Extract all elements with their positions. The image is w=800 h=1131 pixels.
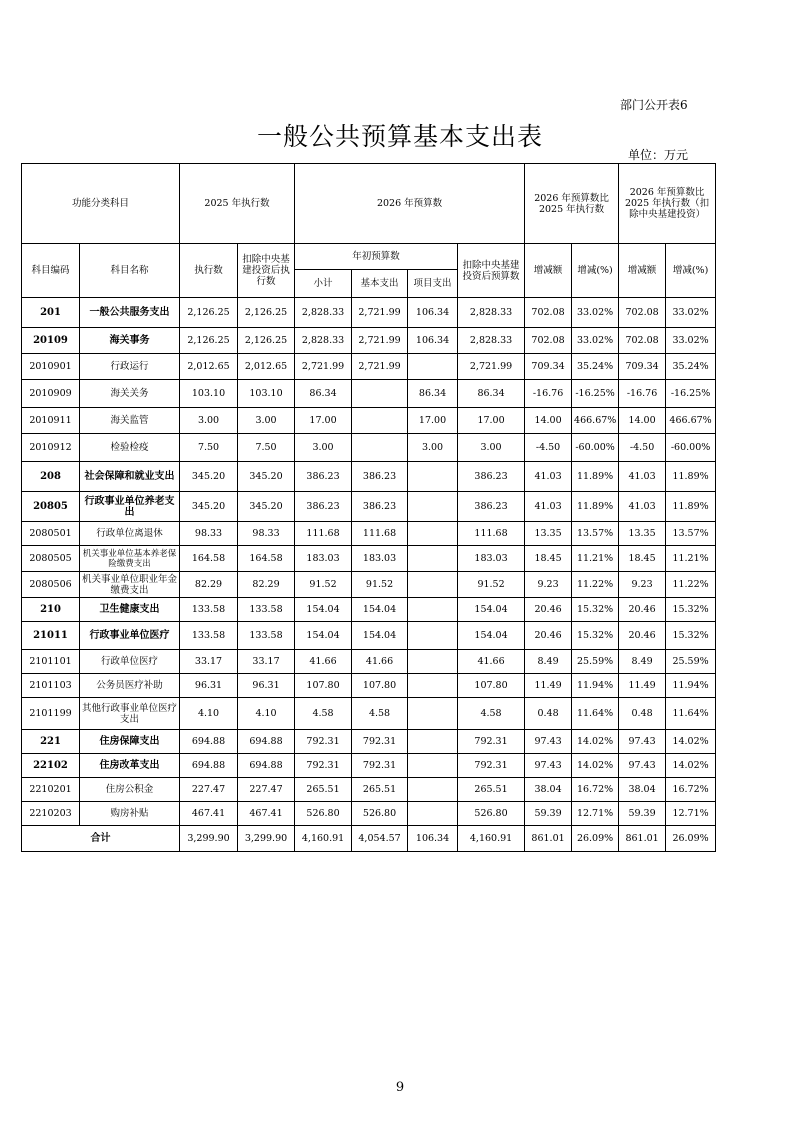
table-row <box>22 328 716 354</box>
cell-exec: 98.33 <box>180 522 238 546</box>
total-budget-excl: 4,160.91 <box>458 826 525 852</box>
cell-pct2: 11.22% <box>666 572 716 598</box>
cell-code: 210 <box>22 598 80 622</box>
cell-pct2: 35.24% <box>666 354 716 380</box>
cell-project <box>408 546 458 572</box>
cell-pct2: -60.00% <box>666 434 716 462</box>
cell-amt2: 14.00 <box>619 408 666 434</box>
header-change-pct: 增减(%) <box>572 244 619 298</box>
cell-amt: 97.43 <box>525 754 572 778</box>
cell-code: 21011 <box>22 622 80 650</box>
cell-code: 2210201 <box>22 778 80 802</box>
cell-amt: 41.03 <box>525 492 572 522</box>
cell-subtotal: 91.52 <box>295 572 352 598</box>
cell-pct: 11.22% <box>572 572 619 598</box>
total-exec-excl: 3,299.90 <box>238 826 295 852</box>
cell-basic: 111.68 <box>352 522 408 546</box>
cell-name: 海关监管 <box>80 408 180 434</box>
cell-exec: 2,012.65 <box>180 354 238 380</box>
cell-amt: 9.23 <box>525 572 572 598</box>
cell-pct: 11.94% <box>572 674 619 698</box>
cell-project <box>408 674 458 698</box>
cell-amt: 20.46 <box>525 598 572 622</box>
total-amt: 861.01 <box>525 826 572 852</box>
cell-code: 20109 <box>22 328 80 354</box>
cell-pct2: 33.02% <box>666 328 716 354</box>
cell-pct2: 12.71% <box>666 802 716 826</box>
cell-pct2: 11.89% <box>666 492 716 522</box>
cell-subtotal: 107.80 <box>295 674 352 698</box>
cell-amt: 59.39 <box>525 802 572 826</box>
cell-pct2: -16.25% <box>666 380 716 408</box>
cell-budget-excl: 107.80 <box>458 674 525 698</box>
cell-subtotal: 111.68 <box>295 522 352 546</box>
cell-code: 2010912 <box>22 434 80 462</box>
cell-name: 行政单位医疗 <box>80 650 180 674</box>
cell-subtotal: 86.34 <box>295 380 352 408</box>
cell-amt2: 20.46 <box>619 598 666 622</box>
cell-budget-excl: 17.00 <box>458 408 525 434</box>
cell-exec-excl: 2,126.25 <box>238 298 295 328</box>
cell-amt2: 20.46 <box>619 622 666 650</box>
cell-budget-excl: 792.31 <box>458 730 525 754</box>
cell-exec-excl: 345.20 <box>238 462 295 492</box>
cell-name: 行政单位离退休 <box>80 522 180 546</box>
cell-name: 住房改革支出 <box>80 754 180 778</box>
cell-amt2: 9.23 <box>619 572 666 598</box>
header-compare-excl: 2026 年预算数比 2025 年执行数（扣除中央基建投资） <box>619 164 716 244</box>
header-initial: 年初预算数 <box>295 244 458 270</box>
cell-name: 机关事业单位职业年金缴费支出 <box>80 572 180 598</box>
cell-exec-excl: 4.10 <box>238 698 295 730</box>
cell-pct2: 14.02% <box>666 754 716 778</box>
cell-amt: -4.50 <box>525 434 572 462</box>
cell-amt2: 97.43 <box>619 730 666 754</box>
cell-project <box>408 492 458 522</box>
cell-pct: 12.71% <box>572 802 619 826</box>
header-code: 科目编码 <box>22 244 80 298</box>
cell-subtotal: 265.51 <box>295 778 352 802</box>
cell-code: 2080501 <box>22 522 80 546</box>
cell-project <box>408 778 458 802</box>
cell-name: 住房公积金 <box>80 778 180 802</box>
cell-project <box>408 802 458 826</box>
cell-code: 2101199 <box>22 698 80 730</box>
cell-subtotal: 3.00 <box>295 434 352 462</box>
cell-pct: 466.67% <box>572 408 619 434</box>
cell-exec: 133.58 <box>180 622 238 650</box>
cell-budget-excl: 183.03 <box>458 546 525 572</box>
cell-budget-excl: 526.80 <box>458 802 525 826</box>
cell-exec-excl: 82.29 <box>238 572 295 598</box>
header-row-1 <box>22 164 716 244</box>
total-amt2: 861.01 <box>619 826 666 852</box>
cell-name: 海关关务 <box>80 380 180 408</box>
cell-name: 住房保障支出 <box>80 730 180 754</box>
page-number: 9 <box>395 1080 405 1095</box>
page-title: 一般公共预算基本支出表 <box>256 122 543 151</box>
cell-budget-excl: 2,828.33 <box>458 328 525 354</box>
cell-basic <box>352 434 408 462</box>
cell-name: 检验检疫 <box>80 434 180 462</box>
cell-pct: 11.89% <box>572 462 619 492</box>
table-row <box>22 546 716 572</box>
cell-exec-excl: 33.17 <box>238 650 295 674</box>
cell-pct: 15.32% <box>572 622 619 650</box>
cell-project <box>408 754 458 778</box>
cell-amt2: 18.45 <box>619 546 666 572</box>
total-subtotal: 4,160.91 <box>295 826 352 852</box>
header-exec: 执行数 <box>180 244 238 298</box>
cell-pct2: 16.72% <box>666 778 716 802</box>
cell-amt: 18.45 <box>525 546 572 572</box>
cell-subtotal: 386.23 <box>295 462 352 492</box>
cell-name: 卫生健康支出 <box>80 598 180 622</box>
cell-exec-excl: 2,012.65 <box>238 354 295 380</box>
cell-budget-excl: 154.04 <box>458 598 525 622</box>
cell-name: 海关事务 <box>80 328 180 354</box>
total-pct: 26.09% <box>572 826 619 852</box>
cell-exec: 2,126.25 <box>180 328 238 354</box>
cell-subtotal: 792.31 <box>295 730 352 754</box>
cell-subtotal: 17.00 <box>295 408 352 434</box>
cell-basic: 4.58 <box>352 698 408 730</box>
cell-amt: 702.08 <box>525 298 572 328</box>
cell-amt2: 41.03 <box>619 462 666 492</box>
total-row <box>22 826 716 852</box>
header-row-2 <box>22 244 716 270</box>
cell-budget-excl: 91.52 <box>458 572 525 598</box>
cell-pct: 15.32% <box>572 598 619 622</box>
cell-basic: 2,721.99 <box>352 328 408 354</box>
total-exec: 3,299.90 <box>180 826 238 852</box>
cell-project <box>408 650 458 674</box>
cell-budget-excl: 4.58 <box>458 698 525 730</box>
cell-exec-excl: 164.58 <box>238 546 295 572</box>
cell-pct: -60.00% <box>572 434 619 462</box>
cell-pct: 35.24% <box>572 354 619 380</box>
cell-exec-excl: 133.58 <box>238 622 295 650</box>
table-row <box>22 380 716 408</box>
cell-basic <box>352 380 408 408</box>
cell-exec-excl: 133.58 <box>238 598 295 622</box>
cell-name: 社会保障和就业支出 <box>80 462 180 492</box>
cell-project <box>408 730 458 754</box>
total-label: 合计 <box>22 826 180 852</box>
table-row <box>22 802 716 826</box>
cell-exec: 103.10 <box>180 380 238 408</box>
cell-budget-excl: 111.68 <box>458 522 525 546</box>
cell-basic <box>352 408 408 434</box>
cell-pct: 14.02% <box>572 730 619 754</box>
cell-exec: 3.00 <box>180 408 238 434</box>
cell-amt2: 38.04 <box>619 778 666 802</box>
cell-pct: 16.72% <box>572 778 619 802</box>
cell-exec: 694.88 <box>180 730 238 754</box>
cell-budget-excl: 2,721.99 <box>458 354 525 380</box>
cell-name: 公务员医疗补助 <box>80 674 180 698</box>
cell-basic: 2,721.99 <box>352 354 408 380</box>
cell-name: 一般公共服务支出 <box>80 298 180 328</box>
cell-exec-excl: 96.31 <box>238 674 295 698</box>
cell-pct: 33.02% <box>572 298 619 328</box>
cell-pct2: 25.59% <box>666 650 716 674</box>
cell-basic: 792.31 <box>352 754 408 778</box>
cell-amt: 8.49 <box>525 650 572 674</box>
cell-exec-excl: 694.88 <box>238 730 295 754</box>
cell-amt2: 11.49 <box>619 674 666 698</box>
cell-exec-excl: 345.20 <box>238 492 295 522</box>
cell-code: 2101103 <box>22 674 80 698</box>
header-name: 科目名称 <box>80 244 180 298</box>
cell-pct2: 14.02% <box>666 730 716 754</box>
header-exec-2025: 2025 年执行数 <box>180 164 295 244</box>
cell-amt: 14.00 <box>525 408 572 434</box>
cell-amt2: 702.08 <box>619 328 666 354</box>
cell-subtotal: 2,721.99 <box>295 354 352 380</box>
cell-subtotal: 154.04 <box>295 622 352 650</box>
table-row <box>22 462 716 492</box>
cell-exec: 345.20 <box>180 492 238 522</box>
cell-name: 行政事业单位养老支出 <box>80 492 180 522</box>
cell-code: 2010909 <box>22 380 80 408</box>
unit-label: 单位：万元 <box>628 148 689 162</box>
table-body <box>22 164 716 852</box>
header-project: 项目支出 <box>408 270 458 298</box>
table-row <box>22 698 716 730</box>
cell-code: 2210203 <box>22 802 80 826</box>
total-pct2: 26.09% <box>666 826 716 852</box>
cell-exec: 227.47 <box>180 778 238 802</box>
cell-budget-excl: 41.66 <box>458 650 525 674</box>
form-number: 部门公开表6 <box>620 98 688 112</box>
cell-pct: 11.21% <box>572 546 619 572</box>
cell-pct2: 15.32% <box>666 622 716 650</box>
cell-exec-excl: 467.41 <box>238 802 295 826</box>
cell-pct2: 33.02% <box>666 298 716 328</box>
cell-subtotal: 154.04 <box>295 598 352 622</box>
table-row <box>22 354 716 380</box>
table-row <box>22 408 716 434</box>
cell-amt2: 41.03 <box>619 492 666 522</box>
cell-exec-excl: 227.47 <box>238 778 295 802</box>
table-row <box>22 434 716 462</box>
cell-project <box>408 598 458 622</box>
cell-amt: 0.48 <box>525 698 572 730</box>
table-row <box>22 572 716 598</box>
cell-code: 2010911 <box>22 408 80 434</box>
cell-code: 221 <box>22 730 80 754</box>
header-func-class: 功能分类科目 <box>22 164 180 244</box>
cell-basic: 183.03 <box>352 546 408 572</box>
header-exec-excl: 扣除中央基建投资后执行数 <box>238 244 295 298</box>
cell-exec-excl: 2,126.25 <box>238 328 295 354</box>
cell-budget-excl: 386.23 <box>458 462 525 492</box>
budget-table <box>21 163 716 852</box>
cell-code: 2080505 <box>22 546 80 572</box>
header-subtotal: 小计 <box>295 270 352 298</box>
cell-project <box>408 354 458 380</box>
cell-code: 2080506 <box>22 572 80 598</box>
table-row <box>22 298 716 328</box>
header-budget-2026: 2026 年预算数 <box>295 164 525 244</box>
cell-amt2: 709.34 <box>619 354 666 380</box>
cell-exec-excl: 694.88 <box>238 754 295 778</box>
cell-amt2: 97.43 <box>619 754 666 778</box>
cell-code: 20805 <box>22 492 80 522</box>
cell-subtotal: 526.80 <box>295 802 352 826</box>
cell-amt2: -4.50 <box>619 434 666 462</box>
cell-amt: 709.34 <box>525 354 572 380</box>
cell-pct: -16.25% <box>572 380 619 408</box>
cell-amt2: 59.39 <box>619 802 666 826</box>
cell-amt2: -16.76 <box>619 380 666 408</box>
cell-project: 86.34 <box>408 380 458 408</box>
cell-pct: 14.02% <box>572 754 619 778</box>
cell-project: 17.00 <box>408 408 458 434</box>
cell-amt: 20.46 <box>525 622 572 650</box>
cell-basic: 526.80 <box>352 802 408 826</box>
cell-amt2: 0.48 <box>619 698 666 730</box>
cell-project: 3.00 <box>408 434 458 462</box>
cell-pct: 25.59% <box>572 650 619 674</box>
cell-amt: 41.03 <box>525 462 572 492</box>
cell-pct2: 11.21% <box>666 546 716 572</box>
cell-basic: 107.80 <box>352 674 408 698</box>
header-change-pct-2: 增减(%) <box>666 244 716 298</box>
cell-basic: 792.31 <box>352 730 408 754</box>
cell-exec-excl: 103.10 <box>238 380 295 408</box>
cell-budget-excl: 86.34 <box>458 380 525 408</box>
cell-code: 2010901 <box>22 354 80 380</box>
cell-exec: 4.10 <box>180 698 238 730</box>
cell-pct2: 13.57% <box>666 522 716 546</box>
table-row <box>22 754 716 778</box>
cell-amt2: 13.35 <box>619 522 666 546</box>
cell-code: 2101101 <box>22 650 80 674</box>
cell-code: 208 <box>22 462 80 492</box>
table-row <box>22 778 716 802</box>
cell-project <box>408 522 458 546</box>
total-project: 106.34 <box>408 826 458 852</box>
cell-basic: 2,721.99 <box>352 298 408 328</box>
cell-amt: 11.49 <box>525 674 572 698</box>
cell-exec: 467.41 <box>180 802 238 826</box>
header-compare-exec: 2026 年预算数比 2025 年执行数 <box>525 164 619 244</box>
cell-basic: 386.23 <box>352 462 408 492</box>
cell-basic: 41.66 <box>352 650 408 674</box>
cell-subtotal: 4.58 <box>295 698 352 730</box>
cell-exec: 694.88 <box>180 754 238 778</box>
cell-pct: 11.64% <box>572 698 619 730</box>
cell-exec: 82.29 <box>180 572 238 598</box>
cell-name: 行政事业单位医疗 <box>80 622 180 650</box>
cell-amt: 97.43 <box>525 730 572 754</box>
header-change-amt-2: 增减额 <box>619 244 666 298</box>
table-row <box>22 522 716 546</box>
cell-exec-excl: 98.33 <box>238 522 295 546</box>
cell-project: 106.34 <box>408 328 458 354</box>
cell-basic: 154.04 <box>352 622 408 650</box>
cell-name: 其他行政事业单位医疗支出 <box>80 698 180 730</box>
cell-exec: 2,126.25 <box>180 298 238 328</box>
cell-budget-excl: 386.23 <box>458 492 525 522</box>
cell-subtotal: 41.66 <box>295 650 352 674</box>
cell-subtotal: 792.31 <box>295 754 352 778</box>
table-row <box>22 730 716 754</box>
cell-project: 106.34 <box>408 298 458 328</box>
cell-exec: 7.50 <box>180 434 238 462</box>
cell-project <box>408 698 458 730</box>
cell-exec: 345.20 <box>180 462 238 492</box>
cell-subtotal: 2,828.33 <box>295 298 352 328</box>
cell-exec: 33.17 <box>180 650 238 674</box>
cell-project <box>408 462 458 492</box>
cell-name: 购房补贴 <box>80 802 180 826</box>
cell-exec: 164.58 <box>180 546 238 572</box>
cell-code: 201 <box>22 298 80 328</box>
cell-budget-excl: 792.31 <box>458 754 525 778</box>
cell-pct2: 466.67% <box>666 408 716 434</box>
cell-name: 机关事业单位基本养老保险缴费支出 <box>80 546 180 572</box>
cell-subtotal: 183.03 <box>295 546 352 572</box>
table-row <box>22 674 716 698</box>
cell-code: 22102 <box>22 754 80 778</box>
table-row <box>22 598 716 622</box>
cell-project <box>408 572 458 598</box>
cell-basic: 91.52 <box>352 572 408 598</box>
cell-amt: 702.08 <box>525 328 572 354</box>
cell-amt2: 8.49 <box>619 650 666 674</box>
cell-exec: 96.31 <box>180 674 238 698</box>
cell-basic: 265.51 <box>352 778 408 802</box>
cell-amt2: 702.08 <box>619 298 666 328</box>
table-row <box>22 650 716 674</box>
cell-exec: 133.58 <box>180 598 238 622</box>
cell-amt: 13.35 <box>525 522 572 546</box>
header-budget-excl: 扣除中央基建投资后预算数 <box>458 244 525 298</box>
cell-exec-excl: 3.00 <box>238 408 295 434</box>
cell-basic: 154.04 <box>352 598 408 622</box>
cell-budget-excl: 3.00 <box>458 434 525 462</box>
table-row <box>22 492 716 522</box>
header-basic: 基本支出 <box>352 270 408 298</box>
cell-pct2: 11.89% <box>666 462 716 492</box>
cell-basic: 386.23 <box>352 492 408 522</box>
cell-pct2: 15.32% <box>666 598 716 622</box>
cell-amt: 38.04 <box>525 778 572 802</box>
table-row <box>22 622 716 650</box>
cell-budget-excl: 265.51 <box>458 778 525 802</box>
cell-amt: -16.76 <box>525 380 572 408</box>
cell-pct2: 11.94% <box>666 674 716 698</box>
cell-project <box>408 622 458 650</box>
cell-exec-excl: 7.50 <box>238 434 295 462</box>
cell-pct2: 11.64% <box>666 698 716 730</box>
cell-pct: 33.02% <box>572 328 619 354</box>
cell-subtotal: 2,828.33 <box>295 328 352 354</box>
cell-pct: 13.57% <box>572 522 619 546</box>
cell-pct: 11.89% <box>572 492 619 522</box>
cell-subtotal: 386.23 <box>295 492 352 522</box>
header-change-amt: 增减额 <box>525 244 572 298</box>
cell-budget-excl: 154.04 <box>458 622 525 650</box>
cell-budget-excl: 2,828.33 <box>458 298 525 328</box>
cell-name: 行政运行 <box>80 354 180 380</box>
total-basic: 4,054.57 <box>352 826 408 852</box>
